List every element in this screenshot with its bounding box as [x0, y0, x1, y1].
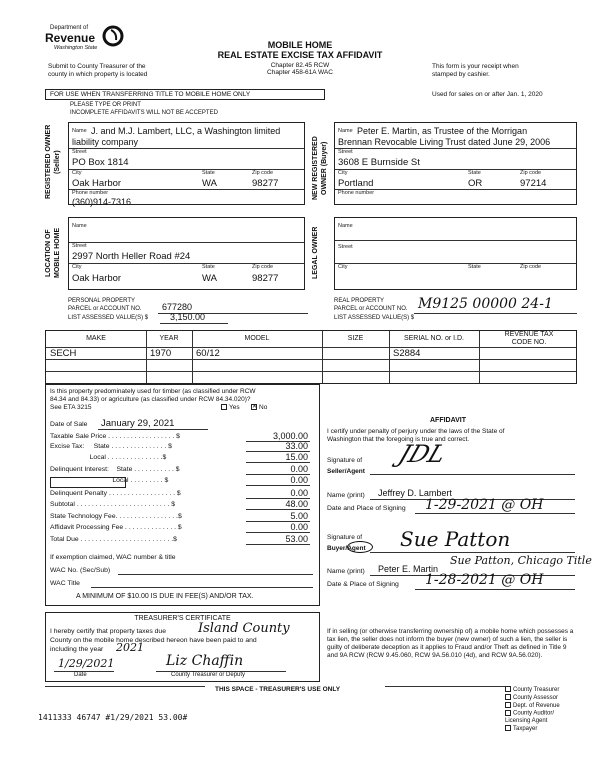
location-zip-label: Zip code: [252, 264, 274, 270]
seller-phone-label: Phone number: [72, 190, 109, 196]
legal-state-label: State: [468, 264, 481, 270]
seller-signature: JDL: [394, 440, 450, 468]
treasurer-deputy-label: County Treasurer or Deputy: [171, 672, 246, 678]
buyer-block: [334, 122, 577, 205]
seller-name-label: Name: [72, 128, 87, 134]
tax-line-label: State Technology Fee. . . . . . . . . . . . . . . . .$: [50, 513, 182, 520]
treasurer-text-1: I hereby certify that property taxes due: [50, 628, 166, 635]
please-line-2: INCOMPLETE AFFIDAVITS WILL NOT BE ACCEPTED: [70, 109, 218, 116]
tax-line-amount: 53.00: [285, 534, 308, 544]
tax-line-amount: 0.00: [290, 522, 308, 532]
tax-line-label: Delinquent Penalty . . . . . . . . . . . . . . . . . . $: [50, 490, 181, 497]
buyer-state: OR: [468, 178, 483, 189]
please-note: [70, 102, 218, 117]
seller-zip-label: Zip code: [252, 170, 274, 176]
buyer-name-1: Peter E. Martin, as Trustee of the Morrigan: [357, 126, 528, 136]
yes-label: Yes: [229, 404, 240, 411]
row-model: 60/12: [196, 348, 220, 359]
seller-print-name: Jeffrey D. Lambert: [378, 488, 452, 498]
tax-line-underline: [246, 509, 310, 510]
buyer-zip-label: Zip code: [520, 170, 542, 176]
rp-parcel-value: M9125 00000 24-1: [418, 296, 553, 312]
buyer-street: 3608 E Burnside St: [338, 157, 420, 168]
buyer-phone-label: Phone number: [338, 190, 375, 196]
tax-section: [45, 384, 320, 606]
seller-phone: (360)914-7316: [72, 197, 132, 207]
dor-emblem-icon: [102, 25, 124, 47]
new-owner-label: NEW REGISTERED OWNER (Buyer): [312, 136, 328, 200]
buyer-date-value: 1-28-2021 @ OH: [425, 572, 544, 588]
buyer-print-extra: Sue Patton, Chicago Title: [450, 554, 592, 567]
receipt-note: [432, 63, 519, 79]
location-street: 2997 North Heller Road #24: [72, 251, 191, 262]
buyer-city-label: City: [338, 170, 348, 176]
registered-owner-label: REGISTERED OWNER (Seller): [45, 124, 61, 200]
seller-state-label: State: [202, 170, 215, 176]
seller-date-value: 1-29-2021 @ OH: [425, 497, 544, 513]
location-block: [68, 217, 305, 290]
tax-line-amount: 0.00: [290, 464, 308, 474]
chapter-2: Chapter 458-61A WAC: [267, 69, 333, 76]
legal-city-label: City: [338, 264, 348, 270]
col-header-revenue-code: REVENUE TAX CODE NO.: [504, 331, 554, 346]
tax-line-underline: [246, 485, 310, 486]
seller-print-label: Name (print): [327, 492, 365, 499]
rp-list-label: LIST ASSESSED VALUE(S) $: [334, 315, 415, 321]
dor-logo-state: Washington State: [54, 45, 98, 51]
real-property-parcel: [334, 297, 414, 322]
location-street-label: Street: [72, 243, 87, 249]
seller-sig-label-1: Signature of: [327, 457, 363, 464]
tax-line-label: Delinquent Interest: State . . . . . . . . . . . $: [50, 466, 180, 473]
tax-line-underline: [246, 462, 310, 463]
receipt-line-1: This form is your receipt when: [432, 63, 519, 70]
seller-city-label: City: [72, 170, 82, 176]
dor-logo: [40, 25, 130, 63]
used-for-note: Used for sales on or after Jan. 1, 2020: [432, 91, 543, 98]
dist-county-assessor[interactable]: County Assessor: [505, 694, 575, 702]
seller-name-2: liability company: [72, 137, 139, 147]
timber-q2: 84.34 and 84.33) or agriculture (as classified under RCW 84.34.020)?: [50, 396, 251, 403]
buyer-name-2: Brennan Revocable Living Trust dated June 29, 2006: [338, 137, 551, 147]
row-serial: S2884: [393, 348, 421, 359]
dor-logo-revenue: Revenue: [45, 31, 96, 45]
tax-line-amount: 15.00: [285, 452, 308, 462]
seller-sig-label: [327, 455, 365, 477]
lien-notice: If in selling (or otherwise transferring ownership of) a mobile home which possesses a tax lien, the seller does not inform the buyer (new owner) of such a lien, the seller is guilty of deliberate deception as it applies to Fraud and/or Theft as defined in Title 9 and 9A RCW (RCW 9.45.060, RCW 9A.56.010 (4d), and RCW 9A.56.020).: [327, 628, 574, 659]
legal-name-label: Name: [338, 223, 353, 229]
seller-block: [68, 122, 305, 205]
submit-line-2: county in which property is located: [48, 71, 148, 78]
yes-checkbox[interactable]: [221, 404, 227, 410]
dist-county-auditor[interactable]: County Auditor/ Licensing Agent: [505, 710, 555, 724]
for-use-banner: [45, 89, 325, 100]
no-label: No: [259, 404, 268, 411]
tax-line-label: Local . . . . . . . . . $: [50, 477, 169, 484]
col-header-size: SIZE: [347, 335, 364, 342]
seller-date-label: Date and Place of Signing: [327, 505, 406, 512]
for-use-text: FOR USE WHEN TRANSFERRING TITLE TO MOBILE HOME ONLY: [50, 91, 251, 98]
dist-taxpayer[interactable]: Taxpayer: [505, 725, 575, 733]
seller-city: Oak Harbor: [72, 178, 122, 189]
dist-dept-revenue[interactable]: Dept. of Revenue: [505, 702, 575, 710]
pp-label-1: PERSONAL PROPERTY: [68, 298, 136, 304]
buyer-date-label: Date & Place of Signing: [327, 581, 399, 588]
mobile-home-table: [45, 330, 577, 384]
buyer-sig-label-1: Signature of: [327, 534, 363, 541]
location-city: Oak Harbor: [72, 273, 122, 284]
seller-sig-label-2: Seller/Agent: [327, 468, 365, 475]
form-title-1: MOBILE HOME: [267, 40, 333, 50]
list-value-label: LIST ASSESSED VALUE(S) $: [68, 315, 149, 321]
date-of-sale-value: January 29, 2021: [101, 418, 175, 429]
timber-q1: Is this property predominately used for timber (as classified under RCW: [50, 388, 256, 395]
tax-line-amount: 0.00: [290, 475, 308, 485]
treasurer-use-only: THIS SPACE - TREASURER'S USE ONLY: [215, 686, 341, 693]
timber-q3: See ETA 3215: [50, 404, 92, 411]
tax-line-label: Affidavit Processing Fee . . . . . . . . . . . . . . $: [50, 524, 182, 531]
row-year: 1970: [150, 348, 172, 359]
row-make: SECH: [50, 348, 77, 359]
distribution-list: [505, 686, 575, 733]
location-label: LOCATION OF MOBILE HOME: [45, 227, 61, 279]
timber-yes[interactable]: [221, 404, 240, 411]
buyer-signature: Sue Patton: [400, 527, 511, 551]
col-header-year: YEAR: [159, 335, 179, 342]
tax-line-label: Subtotal . . . . . . . . . . . . . . . . . . . . . . . . . $: [50, 501, 176, 508]
legal-owner-block: [334, 217, 577, 290]
treasurer-county: Island County: [198, 621, 290, 636]
tax-line-amount: 5.00: [290, 511, 308, 521]
form-title: [190, 40, 410, 76]
date-of-sale-label: Date of Sale: [50, 421, 88, 428]
rp-label-1: REAL PROPERTY: [334, 298, 385, 304]
col-header-serial: SERIAL NO. or I.D.: [403, 335, 465, 342]
tax-line-amount: 3,000.00: [272, 431, 308, 441]
rp-label-2: PARCEL or ACCOUNT NO.: [334, 306, 408, 312]
tax-line-underline: [246, 544, 310, 545]
receipt-stamp: 1411333 46747 #1/29/2021 53.00#: [38, 713, 188, 722]
personal-property-parcel: [68, 297, 148, 322]
timber-no[interactable]: [251, 404, 267, 411]
minimum-note: A MINIMUM OF $10.00 IS DUE IN FEE(S) AND/OR TAX.: [76, 593, 254, 600]
location-state-label: State: [202, 264, 215, 270]
seller-state: WA: [202, 178, 217, 189]
buyer-name-label: Name: [338, 128, 353, 134]
tax-line-label: Excise Tax: State . . . . . . . . . . . . . . . $: [50, 443, 172, 450]
affidavit-title: AFFIDAVIT: [430, 417, 467, 424]
chapter-1: Chapter 82.45 RCW: [270, 62, 330, 69]
tax-line-amount: 0.00: [290, 488, 308, 498]
buyer-zip: 97214: [520, 178, 547, 189]
location-name-label: Name: [72, 223, 87, 229]
tax-line-underline: [246, 532, 310, 533]
legal-zip-label: Zip code: [520, 264, 542, 270]
buyer-state-label: State: [468, 170, 481, 176]
affidavit-text-2: Washington that the foregoing is true and correct.: [327, 436, 470, 443]
tax-line-label: Local . . . . . . . . . . . . . . .$: [50, 454, 167, 461]
form-title-2: REAL ESTATE EXCISE TAX AFFIDAVIT: [217, 50, 383, 60]
pp-label-2: PARCEL or ACCOUNT NO.: [68, 306, 142, 312]
buyer-sig-label-2: Buyer/Agent: [327, 545, 366, 552]
location-zip: 98277: [252, 273, 279, 284]
list-value: 3,150.00: [170, 312, 206, 322]
buyer-print-name: Peter E. Martin: [378, 564, 439, 574]
seller-name-1: J. and M.J. Lambert, LLC, a Washington limited: [91, 126, 281, 136]
pp-parcel-value: 677280: [162, 302, 193, 312]
no-checkbox[interactable]: ✕: [252, 404, 258, 411]
legal-owner-label: LEGAL OWNER: [312, 226, 319, 280]
affidavit-text-1: I certify under penalty of perjury under the laws of the State of: [327, 428, 505, 435]
dist-county-treasurer[interactable]: County Treasurer: [505, 686, 575, 694]
location-city-label: City: [72, 264, 82, 270]
treasurer-title: TREASURER'S CERTIFICATE: [134, 615, 231, 622]
treasurer-text-2: County on the mobile home described hereon have been paid to and: [50, 637, 257, 644]
submit-line-1: Submit to County Treasurer of the: [48, 63, 146, 70]
tax-line-amount: 33.00: [285, 441, 308, 451]
wac-title-label: WAC Title: [50, 580, 80, 587]
treasurer-certificate: [45, 612, 320, 682]
col-header-make: MAKE: [86, 335, 106, 342]
treasurer-year: 2021: [116, 641, 144, 654]
tax-line-label: Total Due . . . . . . . . . . . . . . . . . . . . . . . . .$: [50, 536, 177, 543]
col-header-model: MODEL: [244, 335, 270, 342]
treasurer-date-label: Date: [74, 672, 87, 678]
buyer-street-label: Street: [338, 149, 353, 155]
seller-zip: 98277: [252, 178, 279, 189]
seller-street-label: Street: [72, 149, 87, 155]
receipt-line-2: stamped by cashier.: [432, 71, 490, 78]
buyer-print-label: Name (print): [327, 568, 365, 575]
treasurer-text-3: including the year: [50, 646, 104, 653]
tax-line-amount: 48.00: [285, 499, 308, 509]
treasurer-date: 1/29/2021: [58, 657, 115, 670]
dor-logo-dept: Department of: [50, 25, 89, 31]
exemption-label: If exemption claimed, WAC number & title: [50, 554, 176, 561]
please-line-1: PLEASE TYPE OR PRINT: [70, 102, 141, 108]
buyer-city: Portland: [338, 178, 374, 189]
wac-no-label: WAC No. (Sec/Sub): [50, 567, 111, 574]
delinquent-blank-box: [50, 477, 126, 488]
submit-note: [48, 63, 147, 79]
treasurer-signature: Liz Chaffin: [166, 653, 244, 669]
location-state: WA: [202, 273, 217, 284]
tax-line-label: Taxable Sale Price . . . . . . . . . . . . . . . . . . $: [50, 433, 180, 440]
legal-street-label: Street: [338, 244, 353, 250]
seller-street: PO Box 1814: [72, 157, 129, 168]
